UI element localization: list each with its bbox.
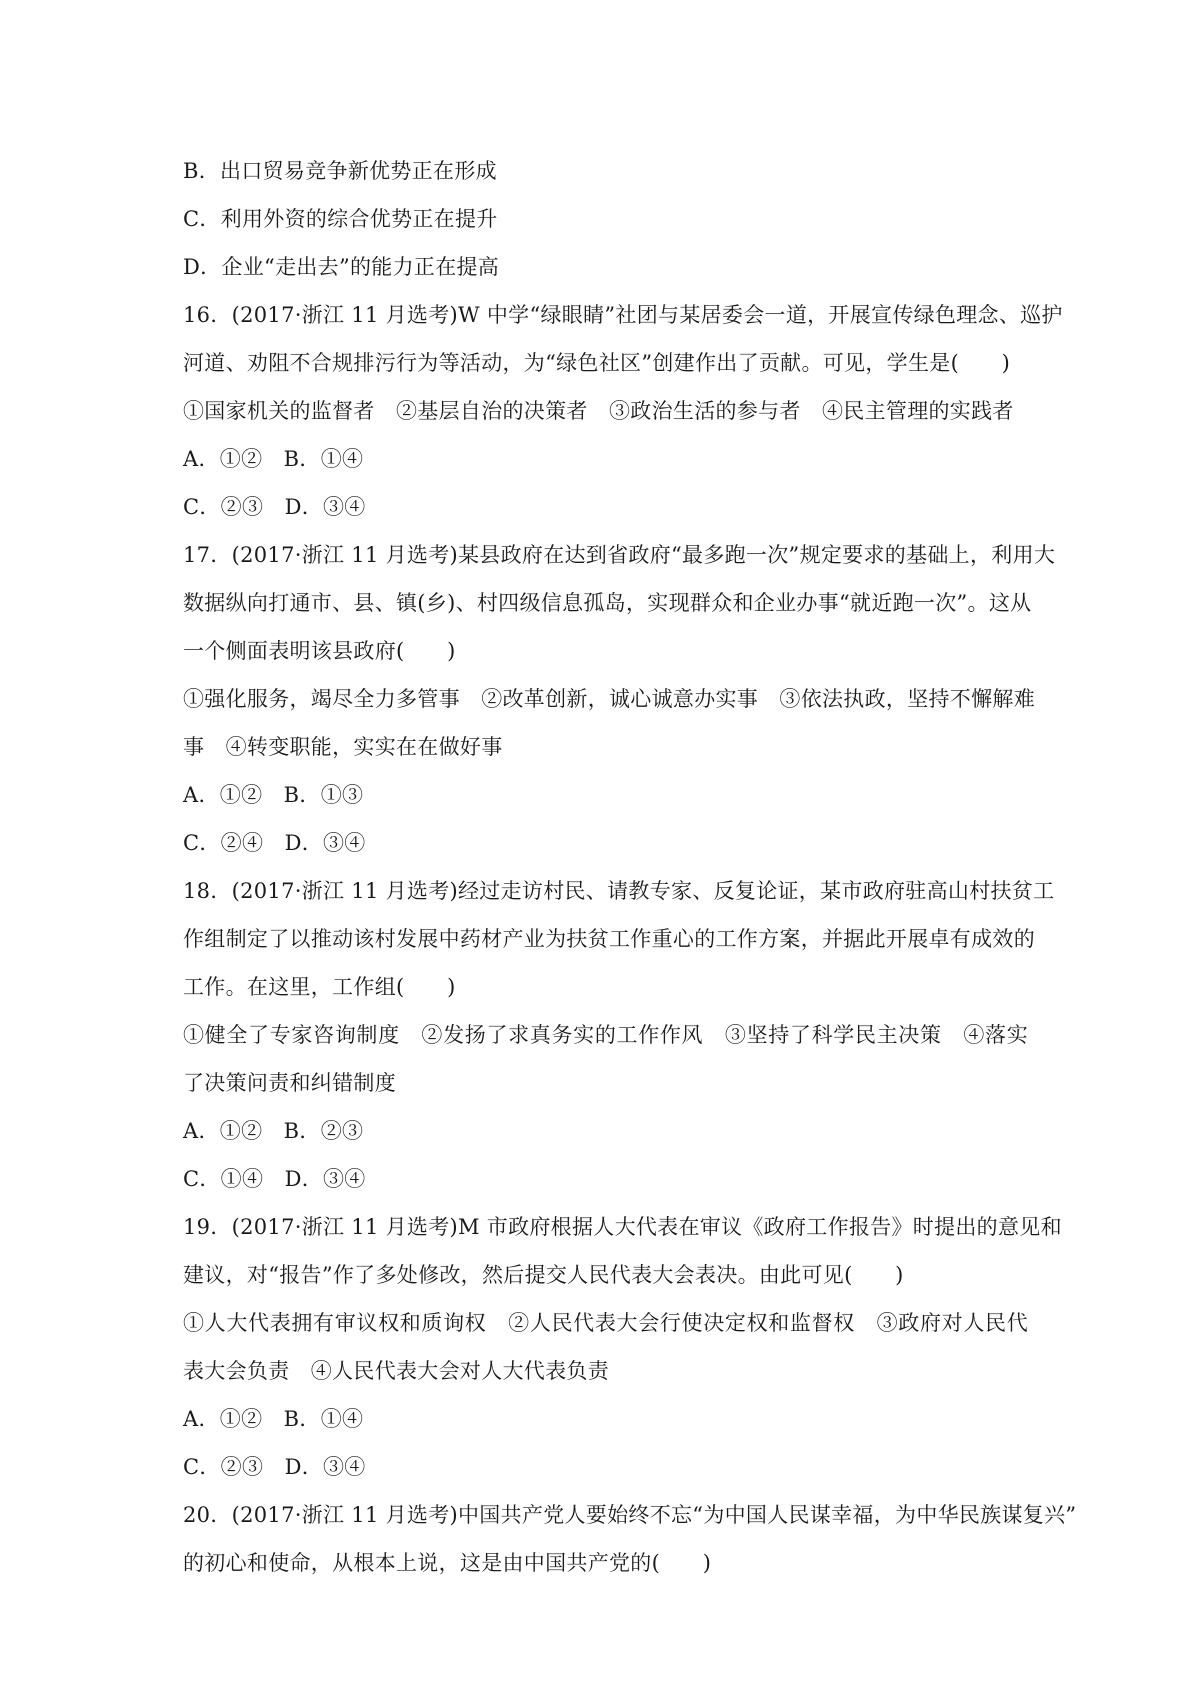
question-19-line-1: 19．(2017·浙江 11 月选考)M 市政府根据人大代表在审议《政府工作报告》时提出的意见和 [183,1215,1062,1239]
question-16-line-1: 16．(2017·浙江 11 月选考)W 中学“绿眼睛”社团与某居委会一道，开展宣传绿色理念、巡护 [183,303,1063,327]
question-18-line-1: 18．(2017·浙江 11 月选考)经过走访村民、请教专家、反复论证，某市政府驻高山村扶贫工 [183,879,1055,903]
option-c-q15: C．利用外资的综合优势正在提升 [183,207,498,231]
option-b-q15: B．出口贸易竞争新优势正在形成 [183,159,497,183]
question-19-statements-2: 表大会负责 ④人民代表大会对人大代表负责 [183,1359,609,1383]
question-18-options-ab: A．①② B．②③ [183,1119,364,1143]
question-17-line-1: 17．(2017·浙江 11 月选考)某县政府在达到省政府“最多跑一次”规定要求的基础上，利用大 [183,543,1056,567]
question-17-statements-1: ①强化服务，竭尽全力多管事 ②改革创新，诚心诚意办实事 ③依法执政，坚持不懈解难 [183,687,1035,711]
option-d-q15: D．企业“走出去”的能力正在提高 [183,255,500,279]
question-18-statements-2: 了决策问责和纠错制度 [183,1071,396,1095]
question-19-line-2: 建议，对“报告”作了多处修改，然后提交人民代表大会表决。由此可见( ) [183,1263,904,1287]
document-page [183,147,1077,1587]
question-19-statements-1: ①人大代表拥有审议权和质询权 ②人民代表大会行使决定权和监督权 ③政府对人民代 [183,1311,1028,1335]
question-17-options-ab: A．①② B．①③ [183,783,364,807]
question-18-line-3: 工作。在这里，工作组( ) [183,975,456,999]
question-16-line-2: 河道、劝阻不合规排污行为等活动，为“绿色社区”创建作出了贡献。可见，学生是( ) [183,351,1011,375]
question-17-line-3: 一个侧面表明该县政府( ) [183,639,456,663]
question-18-statements-1: ①健全了专家咨询制度 ②发扬了求真务实的工作作风 ③坚持了科学民主决策 ④落实 [183,1023,1028,1047]
question-20-line-2: 的初心和使命，从根本上说，这是由中国共产党的( ) [183,1551,712,1575]
question-19-options-cd: C．②③ D．③④ [183,1455,366,1479]
question-17-options-cd: C．②④ D．③④ [183,831,366,855]
question-20-line-1: 20．(2017·浙江 11 月选考)中国共产党人要始终不忘“为中国人民谋幸福，为中华民族谋复兴” [183,1503,1077,1527]
question-16-statements: ①国家机关的监督者 ②基层自治的决策者 ③政治生活的参与者 ④民主管理的实践者 [183,399,1014,423]
question-17-statements-2: 事 ④转变职能，实实在在做好事 [183,735,503,759]
question-16-options-ab: A．①② B．①④ [183,447,364,471]
question-17-line-2: 数据纵向打通市、县、镇(乡)、村四级信息孤岛，实现群众和企业办事“就近跑一次”。这从 [183,591,1032,615]
question-18-line-2: 作组制定了以推动该村发展中药材产业为扶贫工作重心的工作方案，并据此开展卓有成效的 [183,927,1035,951]
question-18-options-cd: C．①④ D．③④ [183,1167,366,1191]
question-19-options-ab: A．①② B．①④ [183,1407,364,1431]
question-16-options-cd: C．②③ D．③④ [183,495,366,519]
